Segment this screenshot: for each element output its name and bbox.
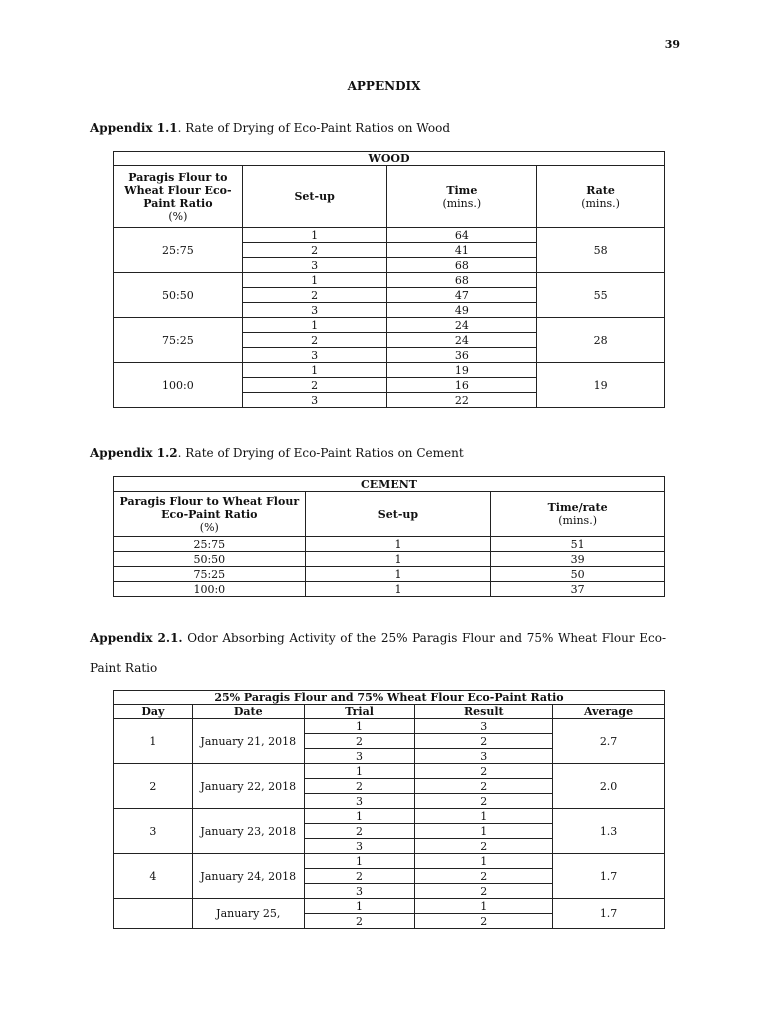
table-row [114,854,665,869]
rate-cell: 28 [537,318,665,363]
setup-cell: 1 [305,552,491,567]
average-cell: 1.7 [553,854,665,899]
table-row [114,899,665,914]
ratio-cell: 25:75 [114,537,306,552]
trial-cell: 3 [304,839,415,854]
header-label: Time/rate [547,501,608,514]
setup-cell: 1 [305,582,491,597]
result-cell: 2 [415,839,553,854]
result-cell: 2 [415,884,553,899]
trial-cell: 2 [304,869,415,884]
result-cell: 2 [415,869,553,884]
caption-text: . Rate of Drying of Eco-Paint Ratios on Cement [177,446,464,460]
column-header-day: Day [114,705,193,719]
rate-cell: 19 [537,363,665,408]
average-cell: 1.7 [553,899,665,929]
trial-cell: 3 [304,749,415,764]
caption-text: . Rate of Drying of Eco-Paint Ratios on Wood [177,121,450,135]
column-header-trial: Trial [304,705,415,719]
column-header-ratio [114,492,306,537]
caption-label: Appendix 2.1. [90,631,183,645]
setup-cell: 1 [305,537,491,552]
caption-label: Appendix 1.1 [90,121,178,135]
result-cell: 2 [415,914,553,929]
cement-table [113,476,665,597]
timerate-cell: 37 [491,582,665,597]
table-row [114,567,665,582]
ratio-cell: 25:75 [114,228,243,273]
setup-cell: 1 [242,318,387,333]
day-cell: 4 [114,854,193,899]
average-cell: 1.3 [553,809,665,854]
table-title: WOOD [114,152,665,166]
date-cell: January 21, 2018 [192,719,304,764]
header-label: Paragis Flour to Wheat Flour Eco-Paint Ratio [124,170,232,210]
setup-cell: 1 [242,363,387,378]
time-cell: 64 [387,228,537,243]
time-cell: 24 [387,333,537,348]
result-cell: 3 [415,749,553,764]
day-cell: 1 [114,719,193,764]
header-unit: (%) [168,209,188,223]
trial-cell: 1 [304,809,415,824]
table-row [114,582,665,597]
table-row [114,552,665,567]
time-cell: 36 [387,348,537,363]
trial-cell: 1 [304,719,415,734]
result-cell: 3 [415,719,553,734]
column-header-average: Average [553,705,665,719]
trial-cell: 2 [304,779,415,794]
page-title: APPENDIX [347,79,421,93]
date-cell: January 25, [192,899,304,929]
time-cell: 22 [387,393,537,408]
setup-cell: 3 [242,258,387,273]
table-title: 25% Paragis Flour and 75% Wheat Flour Eco-Paint Ratio [114,691,665,705]
header-label: Paragis Flour to Wheat Flour Eco-Paint Ratio [119,494,300,521]
column-header-ratio [114,166,243,228]
timerate-cell: 39 [491,552,665,567]
result-cell: 2 [415,734,553,749]
column-header-timerate [491,492,665,537]
time-cell: 68 [387,273,537,288]
setup-cell: 3 [242,303,387,318]
table-row [114,809,665,824]
header-unit: (mins.) [442,196,482,210]
caption-text: Odor Absorbing Activity of the 25% Paragis Flour and 75% Wheat Flour Eco-Paint Ratio [90,631,666,675]
column-header-setup: Set-up [305,492,491,537]
table-row [114,318,665,333]
result-cell: 2 [415,779,553,794]
date-cell: January 22, 2018 [192,764,304,809]
day-cell [114,899,193,929]
ratio-cell: 100:0 [114,582,306,597]
trial-cell: 3 [304,794,415,809]
result-cell: 1 [415,854,553,869]
column-header-time [387,166,537,228]
caption-label: Appendix 1.2 [90,446,178,460]
date-cell: January 24, 2018 [192,854,304,899]
ratio-cell: 50:50 [114,273,243,318]
odor-table [113,690,665,929]
ratio-cell: 100:0 [114,363,243,408]
trial-cell: 1 [304,764,415,779]
trial-cell: 3 [304,884,415,899]
caption-appendix-1-1 [90,121,450,135]
table-row [114,228,665,243]
time-cell: 19 [387,363,537,378]
page-number: 39 [664,38,680,51]
setup-cell: 2 [242,378,387,393]
table-title: CEMENT [114,477,665,492]
result-cell: 1 [415,824,553,839]
trial-cell: 2 [304,734,415,749]
header-unit: (mins.) [558,514,597,527]
time-cell: 49 [387,303,537,318]
result-cell: 1 [415,809,553,824]
setup-cell: 1 [242,273,387,288]
rate-cell: 55 [537,273,665,318]
result-cell: 1 [415,899,553,914]
day-cell: 2 [114,764,193,809]
trial-cell: 1 [304,854,415,869]
time-cell: 47 [387,288,537,303]
caption-appendix-2-1 [90,623,666,683]
wood-table [113,151,665,408]
setup-cell: 3 [242,348,387,363]
timerate-cell: 50 [491,567,665,582]
column-header-rate [537,166,665,228]
timerate-cell: 51 [491,537,665,552]
trial-cell: 2 [304,824,415,839]
caption-appendix-1-2 [90,446,464,460]
rate-cell: 58 [537,228,665,273]
result-cell: 2 [415,764,553,779]
setup-cell: 1 [242,228,387,243]
ratio-cell: 50:50 [114,552,306,567]
result-cell: 2 [415,794,553,809]
table-row [114,719,665,734]
time-cell: 41 [387,243,537,258]
header-unit: (mins.) [581,196,620,210]
trial-cell: 2 [304,914,415,929]
table-row [114,764,665,779]
ratio-cell: 75:25 [114,567,306,582]
table-row [114,537,665,552]
average-cell: 2.0 [553,764,665,809]
average-cell: 2.7 [553,719,665,764]
day-cell: 3 [114,809,193,854]
time-cell: 68 [387,258,537,273]
table-row [114,363,665,378]
setup-cell: 1 [305,567,491,582]
trial-cell: 1 [304,899,415,914]
header-label: Time [446,183,478,197]
setup-cell: 2 [242,333,387,348]
column-header-result: Result [415,705,553,719]
header-label: Rate [586,183,615,197]
ratio-cell: 75:25 [114,318,243,363]
date-cell: January 23, 2018 [192,809,304,854]
header-unit: (%) [199,520,219,534]
column-header-setup: Set-up [242,166,387,228]
time-cell: 24 [387,318,537,333]
time-cell: 16 [387,378,537,393]
setup-cell: 2 [242,288,387,303]
setup-cell: 2 [242,243,387,258]
setup-cell: 3 [242,393,387,408]
column-header-date: Date [192,705,304,719]
table-row [114,273,665,288]
